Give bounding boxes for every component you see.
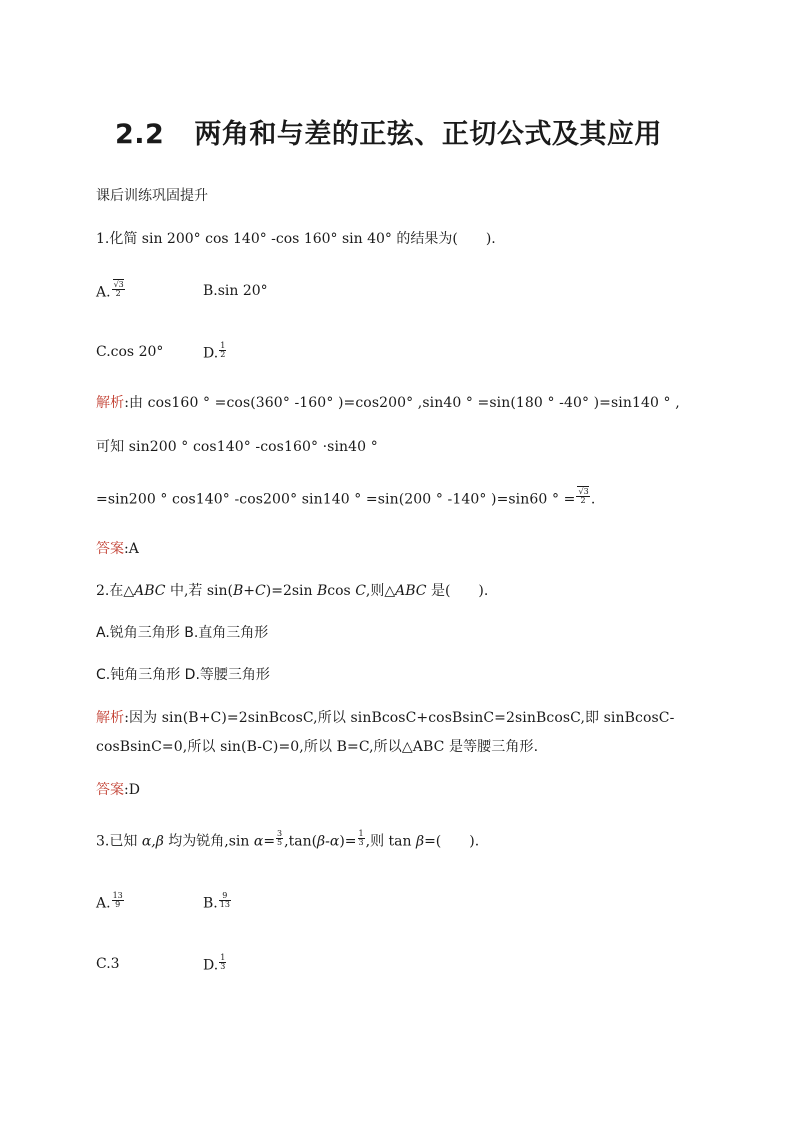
q3-option-b-prefix: B.	[203, 895, 218, 912]
q2-answer	[96, 783, 140, 797]
q3-stem-var: β-α	[317, 833, 340, 850]
q3-f2-num: 1	[358, 829, 364, 838]
q2-stem-part: 中,若 sin(	[165, 583, 233, 599]
q3-option-d-fraction	[219, 954, 226, 971]
q1-solution-fraction	[576, 488, 589, 505]
q3-option-a	[96, 891, 125, 912]
q2-answer-value: :D	[124, 782, 140, 798]
q3-stem-part: 3.已知	[96, 833, 142, 850]
q3-stem-part: =	[263, 833, 276, 850]
q3-option-d	[203, 953, 227, 974]
q3-stem-var: β	[415, 833, 425, 850]
q2-stem-part: 是( ).	[426, 583, 489, 599]
q2-stem-part: ,则△	[365, 583, 396, 599]
q1-option-d-prefix: D.	[203, 345, 219, 362]
q3-f2-den: 3	[358, 838, 364, 847]
q3-stem-var: α,β	[141, 833, 164, 850]
q3-option-a-prefix: A.	[96, 895, 111, 912]
q1-solution-text1: :由 cos160 ° =cos(360° -160° )=cos200° ,sin40 ° =sin(180 ° -40° )=sin140 ° ,	[124, 395, 680, 411]
q3-stem-part: =( ).	[424, 833, 480, 850]
q2-stem-part: 2.在△	[96, 583, 135, 599]
q2-solution-label: 解析	[96, 710, 125, 726]
q3-option-d-prefix: D.	[203, 957, 219, 974]
q3-stem-part: 均为锐角,sin	[163, 833, 254, 850]
q1-solution-line3	[96, 487, 596, 508]
q2-solution-text1: :因为 sin(B+C)=2sinBcosC,所以 sinBcosC+cosBsinC=2sinBcosC,即 sinBcosC-	[124, 710, 675, 726]
q2-stem	[96, 584, 488, 598]
q3-option-b	[203, 891, 232, 912]
q1-option-c: C.cos 20°	[96, 344, 164, 360]
q3-stem-fraction1	[276, 830, 283, 847]
q3-a-den: 9	[115, 900, 121, 909]
section-heading: 课后训练巩固提升	[96, 188, 208, 204]
q3-stem-part: )=	[339, 833, 357, 850]
q1-solution-line2: 可知 sin200 ° cos140° -cos160° ·sin40 °	[96, 439, 378, 455]
q1-sol-den: 2	[580, 496, 586, 505]
q3-stem-part: ,则 tan	[365, 833, 416, 850]
q1-a-num: √3	[113, 280, 124, 289]
q2-stem-var: ABC	[134, 583, 166, 599]
q3-b-den: 13	[219, 900, 230, 909]
q1-sol-num: √3	[578, 487, 589, 496]
q3-option-b-fraction	[219, 892, 231, 909]
q2-stem-var: ABC	[395, 583, 427, 599]
q1-option-d-fraction	[219, 342, 226, 359]
q1-option-a-prefix: A.	[96, 284, 111, 301]
q3-stem	[96, 829, 480, 850]
q2-stem-var: C	[355, 583, 366, 599]
q3-option-a-fraction	[112, 892, 124, 909]
q1-answer	[96, 542, 139, 556]
q1-answer-label: 答案	[96, 541, 124, 557]
q1-option-a-fraction	[112, 281, 125, 298]
q1-d-den: 2	[220, 350, 226, 359]
q3-f1-num: 3	[277, 829, 283, 838]
q2-answer-label: 答案	[96, 782, 124, 798]
q3-d-den: 3	[220, 962, 226, 971]
q3-stem-var: α	[253, 833, 264, 850]
q1-option-b: B.sin 20°	[203, 283, 268, 299]
title-text: 两角和与差的正弦、正切公式及其应用	[194, 119, 662, 150]
q2-options-cd: C.钝角三角形 D.等腰三角形	[96, 667, 270, 683]
q1-solution-label: 解析	[96, 395, 125, 411]
q1-option-a	[96, 280, 126, 301]
q2-stem-var: C	[255, 583, 266, 599]
q2-stem-var: B	[316, 583, 328, 599]
q1-solution-text3: =sin200 ° cos140° -cos200° sin140 ° =sin(200 ° -140° )=sin60 ° =	[96, 491, 576, 508]
q2-stem-part: )=2sin	[265, 583, 317, 599]
q3-stem-part: ,tan(	[284, 833, 318, 850]
q2-stem-part: cos	[327, 583, 356, 599]
q1-answer-value: :A	[124, 541, 139, 557]
q3-stem-fraction2	[358, 830, 365, 847]
q1-option-d	[203, 341, 227, 362]
q2-options-ab: A.锐角三角形 B.直角三角形	[96, 625, 269, 641]
q2-solution-line2: cosBsinC=0,所以 sin(B-C)=0,所以 B=C,所以△ABC 是等腰三角形.	[96, 739, 539, 755]
title-number: 2.2	[115, 119, 165, 150]
q2-stem-var: B	[233, 583, 244, 599]
q1-stem: 1.化简 sin 200° cos 140° -cos 160° sin 40° 的结果为( ).	[96, 231, 496, 247]
q3-a-num: 13	[112, 891, 123, 900]
q3-b-num: 9	[219, 892, 231, 901]
q1-solution-end: .	[590, 491, 596, 508]
q2-solution-line1	[96, 711, 674, 725]
q3-d-num: 1	[220, 953, 226, 962]
q1-d-num: 1	[220, 341, 226, 350]
q3-option-c: C.3	[96, 956, 120, 972]
q3-f1-den: 5	[277, 838, 283, 847]
page-title	[115, 121, 662, 148]
q2-stem-part: +	[243, 583, 256, 599]
q1-solution-line1	[96, 396, 680, 410]
q1-a-den: 2	[115, 289, 121, 298]
